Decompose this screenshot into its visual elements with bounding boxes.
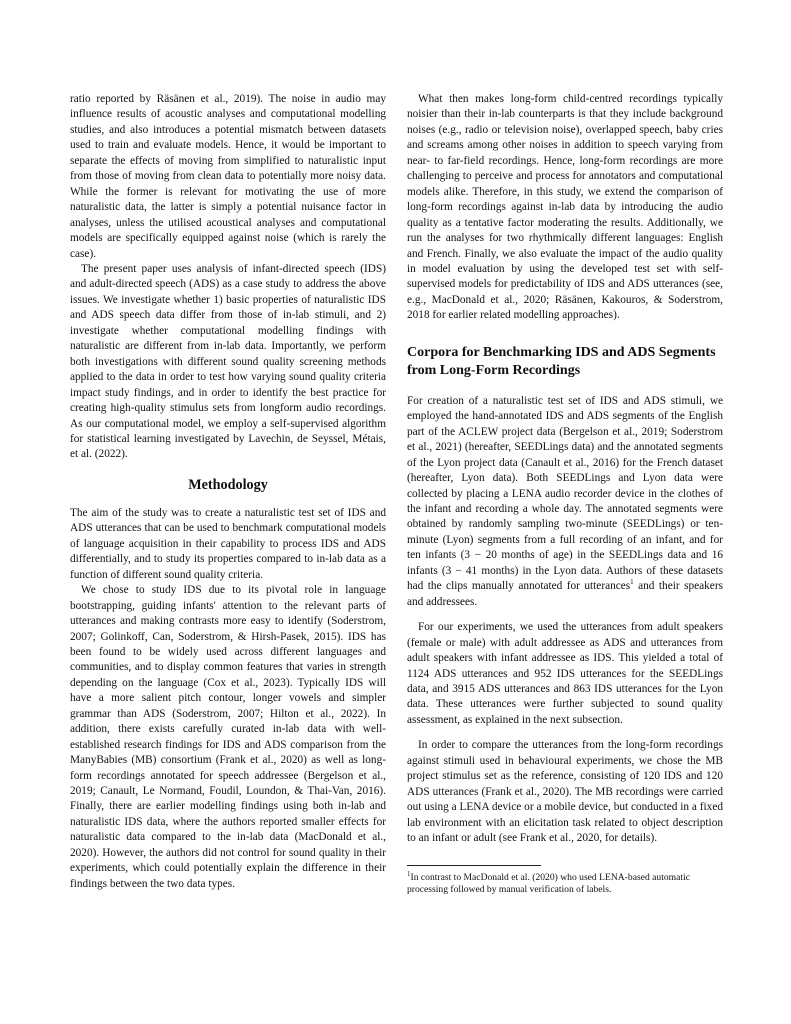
right-paragraph-3: For our experiments, we used the utterances from adult speakers (female or male) with adult addressee as ADS and utterances from adult speakers with infant addressee as IDS. This yielded a total of 1124 ADS utterances and 952 IDS utterances for the SEEDLings data, and 3915 ADS utterances and 863 IDS utterances for the Lyon data. These utterances were further subjected to sound quality assessment, as explained in the next subsection.	[407, 621, 723, 726]
footnote	[407, 872, 723, 895]
corpora-heading: Corpora for Benchmarking IDS and ADS Segments from Long-Form Recordings	[407, 344, 716, 378]
left-paragraph-1: ratio reported by Räsänen et al., 2019). The noise in audio may influence results of acoustic analyses and computational modelling studies, and also introduces a potential mismatch between datasets used to train and evaluate models. Hence, it would be important to separate the effects of moving from simplified to naturalistic input from those of moving from clean data to potentially more noisy data. While the former is relevant for motivating the use of more naturalistic data, the latter is simply a potential nuisance factor in analyses, unless the utilised acoustical analyses and computational models are specifically equipped against noise (which is rarely the case).	[70, 93, 386, 260]
left-column	[70, 92, 386, 892]
right-paragraph-2-tail: and their speakers and addressees.	[407, 580, 723, 608]
footnote-mark: 1	[407, 870, 411, 879]
left-paragraph-3: The aim of the study was to create a naturalistic test set of IDS and ADS utterances that can be used to benchmark computational models of language acquisition in their capability to process IDS and ADS differentially, and to study its properties compared to in-lab data as a function of different sound quality criteria.	[70, 506, 386, 581]
footnote-text: In contrast to MacDonald et al. (2020) who used LENA-based automatic processing followed by manual verification of labels.	[407, 872, 690, 896]
right-paragraph-4: In order to compare the utterances from the long-form recordings against stimuli used in behavioural experiments, we chose the MB project stimulus set as the reference, consisting of 120 IDS and 120 ADS utterances (Frank et al., 2020). The MB recordings were carried out using a LENA device or a mobile device, but conducted in a fixed lab environment with an elicitation task related to object description to an infant or adult (see Frank et al., 2020, for details).	[407, 739, 723, 845]
right-paragraph-2-text: For creation of a naturalistic test set of IDS and ADS stimuli, we employed the hand-annotated IDS and ADS segments of the English part of the ACLEW project data (Bergelson et al., 2019; Soderstrom et al., 2021) (hereafter, SEEDLings data) and the annotated segments of the Lyon project data (Canault et al., 2016) for the French dataset (hereafter, Lyon data). Both SEEDLings and Lyon data were collected by placing a LENA audio recorder device in the clothes of the infant and recording a whole day. The annotated segments were obtained by randomly sampling two-minute (SEEDLings) or ten-minute (Lyon) segments from a full recording of an infant, and for ten infants (3 − 20 months of age) in the SEEDLings data and 16 infants (3 − 41 months) in the Lyon data. Authors of these datasets had the clips manually annotated for utterances	[407, 394, 723, 593]
right-paragraph-1: What then makes long-form child-centred recordings typically noisier than their in-lab counterparts is that they include background noises (e.g., radio or television noise), overlapped speech, baby cries and screams among other noises in addition to speech varying from near- to far-field recordings. Hence, long-form recordings are more challenging to perceive and process for annotators and computational models alike. Therefore, in this study, we extend the comparison of long-form recordings against in-lab data by introducing the audio quality as a tentative factor moderating the results. Additionally, we run the analyses for two rhythmically different languages: English and French. Finally, we also evaluate the impact of the audio quality in model evaluation by using the developed test set with self-supervised models for predictability of IDS and ADS utterances (see, e.g., MacDonald et al., 2020; Räsänen, Kakouros, & Soderstrom, 2018 for earlier related modelling approaches).	[407, 93, 723, 322]
footnote-rule	[407, 865, 541, 866]
right-paragraph-2	[407, 394, 723, 610]
methodology-heading: Methodology	[188, 476, 268, 493]
left-paragraph-2: The present paper uses analysis of infant-directed speech (IDS) and adult-directed speech (ADS) as a case study to address the above issues. We investigate whether 1) basic properties of naturalistic IDS and ADS speech data differ from those of in-lab stimuli, and 2) investigate whether computational modelling findings with naturalistic are different from in-lab data. Importantly, we perform both investigations with different sound quality screening methods applied to the data in order to test how varying sound quality criteria impact study findings, and in order to identify the best practice for creating high-quality stimulus sets from longform audio recordings. As our computational model, we employ a self-supervised algorithm for statistical learning investigated by Lavechin, de Seyssel, Métais, et al. (2022).	[70, 262, 386, 461]
footnote-reference: 1	[630, 578, 634, 587]
right-column	[407, 92, 723, 896]
left-paragraph-4: We chose to study IDS due to its pivotal role in language bootstrapping, guiding infants' attention to the relevant parts of utterances and making contrasts more easy to identify (Soderstrom, 2007; Golinkoff, Can, Soderstrom, & Hirsh-Pasek, 2015). IDS has been found to be widely used across different languages and communities, and to display common features that varies in strength depending on the language (Cox et al., 2023). Typically IDS will have a more salient pitch contour, longer vowels and simpler grammar than ADS (Soderstrom, 2007; Hilton et al., 2022). In addition, there exists carefully curated in-lab data with well-established research findings for IDS and ADS comparison from the ManyBabies (MB) consortium (Frank et al., 2020) as well as long-form recordings annotated for speech addressee (Bergelson et al., 2019; Canault, Le Normand, Foudil, Loundon, & Thai-Van, 2016). Finally, there are earlier modelling findings using both in-lab and naturalistic IDS data, where the authors reported smaller effects for naturalistic data compared to the in-lab data (MacDonald et al., 2020). However, the authors did not control for sound quality in their experiments, which could potentially explain the difference in their findings between the two data types.	[70, 584, 386, 890]
